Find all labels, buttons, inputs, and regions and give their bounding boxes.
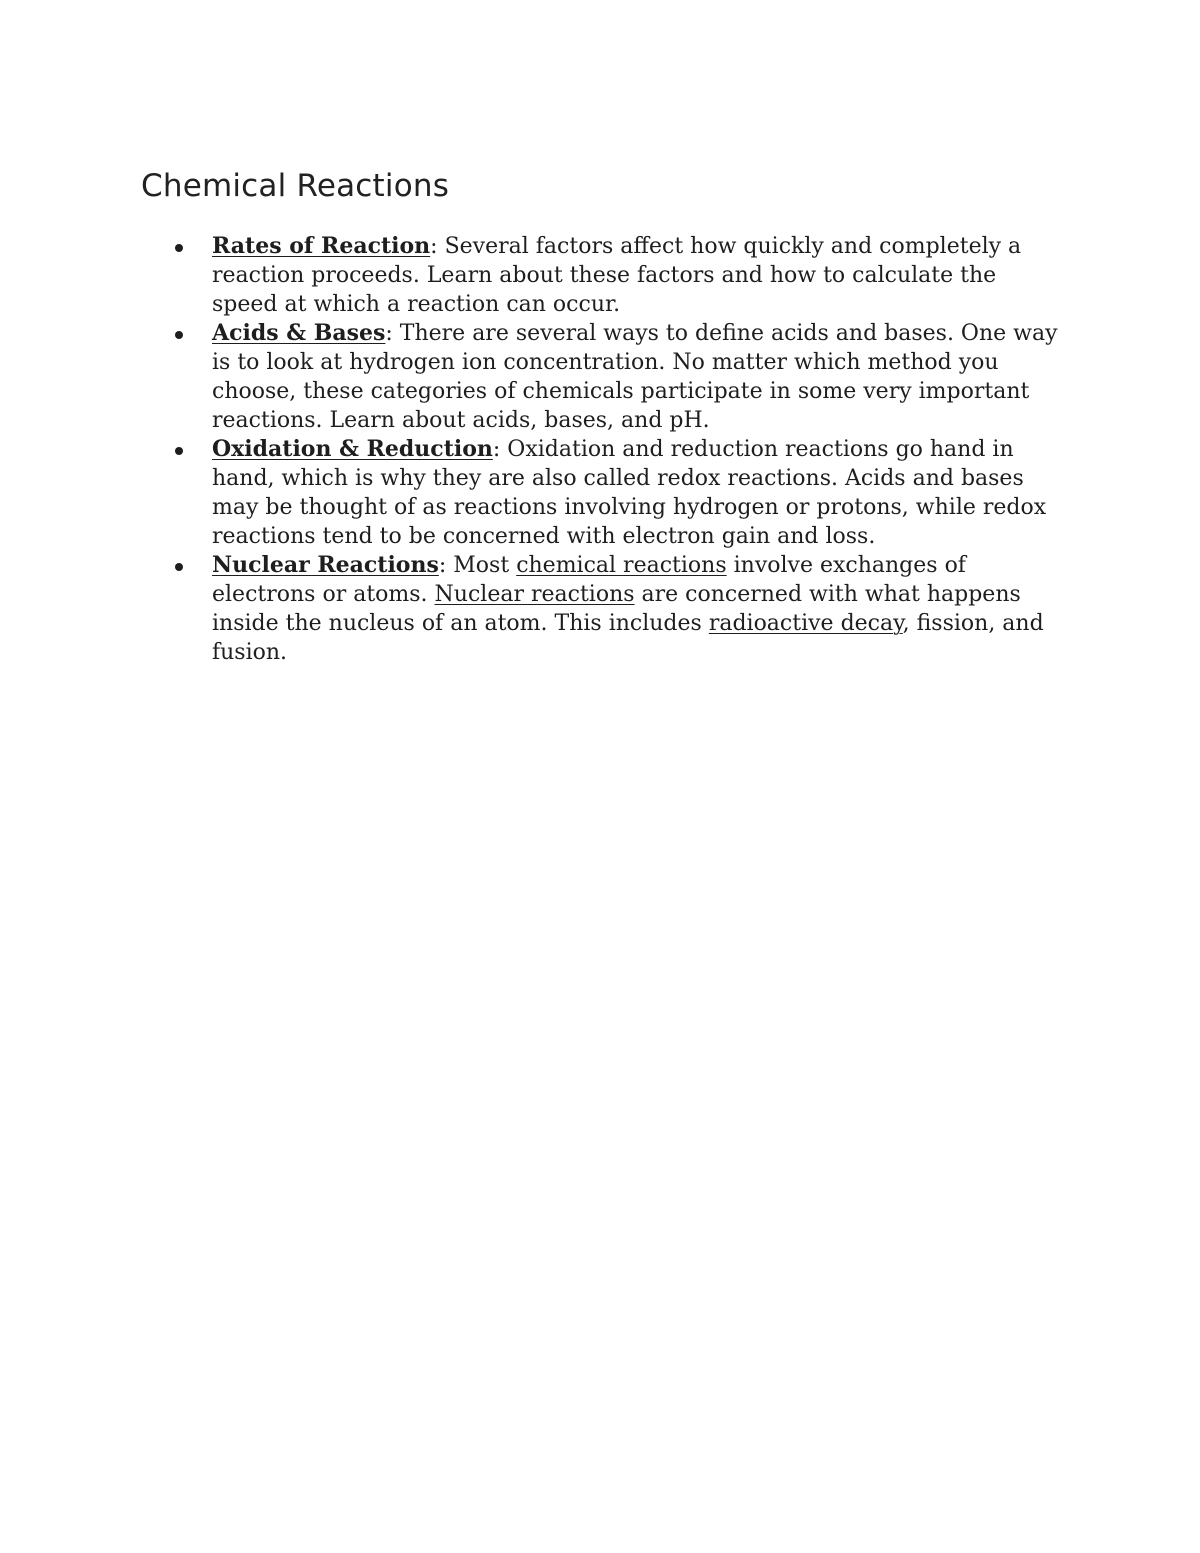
item-description: Several factors affect how quickly and completely a reaction proceeds. Learn about these factors and how to calculate the speed at which a reaction can occur.: [212, 234, 1022, 317]
list-item-rates-of-reaction: [212, 232, 1062, 319]
item-description-part: , fission, and fusion.: [212, 611, 1044, 665]
term-separator: :: [492, 437, 508, 462]
bullet-icon: [175, 563, 183, 571]
item-description-part: Most: [453, 553, 517, 578]
item-description-part: are concerned with what happens inside the nucleus of an atom. This includes: [212, 582, 1021, 636]
item-description-part: involve exchanges of electrons or atoms.: [212, 553, 966, 607]
bullet-icon: [175, 447, 183, 455]
bullet-icon: [175, 244, 183, 252]
link-radioactive-decay[interactable]: radioactive decay: [708, 611, 903, 636]
link-chemical-reactions[interactable]: chemical reactions: [516, 553, 727, 578]
term-acids-bases[interactable]: Acids & Bases: [212, 320, 386, 346]
term-rates-of-reaction[interactable]: Rates of Reaction: [212, 233, 431, 259]
list-item-acids-bases: [212, 319, 1062, 435]
link-nuclear-reactions[interactable]: Nuclear reactions: [434, 582, 635, 607]
term-oxidation-reduction[interactable]: Oxidation & Reduction: [212, 436, 493, 462]
item-description: There are several ways to define acids and bases. One way is to look at hydrogen ion concentration. No matter which method you choose, these categories of chemicals participate in some very important reactions. Learn about acids, bases, and pH.: [212, 321, 1058, 433]
term-separator: :: [385, 321, 400, 346]
list-item-nuclear-reactions: [212, 551, 1062, 667]
term-nuclear-reactions[interactable]: Nuclear Reactions: [212, 552, 439, 578]
item-description: Oxidation and reduction reactions go hand in hand, which is why they are also called redox reactions. Acids and bases may be thought of as reactions involving hydrogen or protons, while redox reactions tend to be concerned with electron gain and loss.: [212, 437, 1047, 549]
term-separator: :: [438, 553, 454, 578]
term-separator: :: [430, 234, 445, 259]
page-title: Chemical Reactions: [141, 168, 450, 204]
list-item-oxidation-reduction: [212, 435, 1062, 551]
topic-list: [212, 232, 1062, 667]
bullet-icon: [175, 331, 183, 339]
